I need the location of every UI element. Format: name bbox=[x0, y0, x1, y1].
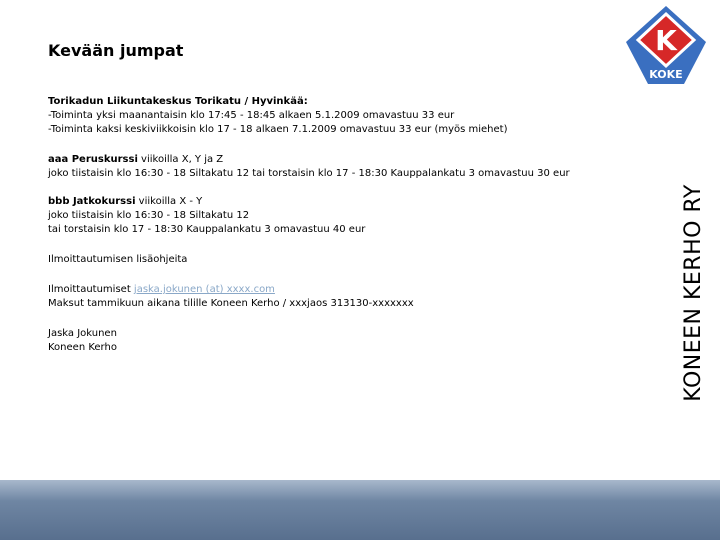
koke-logo bbox=[624, 4, 708, 88]
course-a-weeks: viikoilla X, Y ja Z bbox=[137, 154, 224, 165]
course-a-name: aaa Peruskurssi bbox=[48, 154, 138, 165]
course-b-weeks: viikoilla X - Y bbox=[135, 196, 203, 207]
footer-bar bbox=[0, 480, 720, 540]
course-b-line: joko tiistaisin klo 16:30 - 18 Siltakatu 12 bbox=[48, 210, 250, 221]
main-content bbox=[48, 95, 648, 355]
signature-org: Koneen Kerho bbox=[48, 342, 117, 353]
registration-info: Ilmoittautumisen lisäohjeita bbox=[48, 254, 188, 265]
logo-text: KOKE bbox=[649, 68, 683, 81]
course-b bbox=[48, 195, 648, 209]
side-label: KONEEN KERHO RY bbox=[681, 184, 706, 402]
venue-line: -Toiminta yksi maanantaisin klo 17:45 - 18:45 alkaen 5.1.2009 omavastuu 33 eur bbox=[48, 110, 455, 121]
payment-line: Maksut tammikuun aikana tilille Koneen Kerho / xxxjaos 313130-xxxxxxx bbox=[48, 298, 414, 309]
registration-line bbox=[48, 283, 648, 297]
registration-label: Ilmoittautumiset bbox=[48, 284, 134, 295]
signature-name: Jaska Jokunen bbox=[48, 328, 117, 339]
course-b-line: tai torstaisin klo 17 - 18:30 Kauppalankatu 3 omavastuu 40 eur bbox=[48, 224, 366, 235]
course-a-line: joko tiistaisin klo 16:30 - 18 Siltakatu 12 tai torstaisin klo 17 - 18:30 Kauppalankatu 3 omavastuu 30 eur bbox=[48, 168, 570, 179]
course-b-name: bbb Jatkokurssi bbox=[48, 196, 136, 207]
venue-heading: Torikadun Liikuntakeskus Torikatu / Hyvinkää: bbox=[48, 96, 308, 107]
page-title: Kevään jumpat bbox=[48, 41, 184, 60]
logo-letter: K bbox=[655, 24, 677, 57]
course-a bbox=[48, 153, 648, 167]
registration-email-link[interactable]: jaska.jokunen (at) xxxx.com bbox=[133, 284, 275, 295]
venue-line: -Toiminta kaksi keskiviikkoisin klo 17 - 18 alkaen 7.1.2009 omavastuu 33 eur (myös miehet) bbox=[48, 124, 508, 135]
